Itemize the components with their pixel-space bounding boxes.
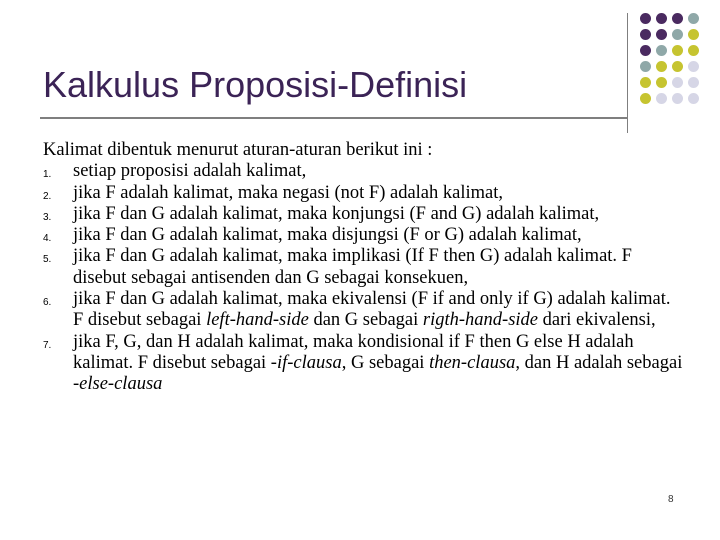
italic-term: left-hand-side: [206, 310, 309, 331]
decorative-dot: [672, 61, 683, 72]
list-text: jika F dan G adalah kalimat, maka ekivalensi (F if and only if G) adalah kalimat. F disebut sebagai: [73, 289, 671, 331]
list-text: jika F adalah kalimat, maka negasi (not F) adalah kalimat,: [73, 182, 503, 203]
decorative-dot: [688, 45, 699, 56]
slide-title: Kalkulus Proposisi-Definisi: [43, 64, 468, 105]
decorative-dot: [688, 61, 699, 72]
decorative-dot: [688, 77, 699, 88]
decorative-dot: [656, 45, 667, 56]
list-item: [43, 289, 683, 332]
decorative-dot: [672, 93, 683, 104]
decorative-dot: [656, 61, 667, 72]
page-number: 8: [668, 494, 674, 505]
list-number: 4.: [43, 233, 52, 245]
decorative-dot: [656, 77, 667, 88]
list-item: [43, 246, 683, 289]
list-number: 5.: [43, 254, 52, 266]
list-item: [43, 183, 683, 204]
decorative-dot: [640, 45, 651, 56]
list-text: dari ekivalensi,: [538, 310, 656, 331]
slide-body: [43, 140, 683, 396]
decorative-dot: [640, 61, 651, 72]
list-text: jika F, G, dan H adalah kalimat, maka kondisional if F then G else H adalah kalimat. F disebut sebagai -: [73, 331, 634, 373]
decorative-dot: [688, 13, 699, 24]
list-number: 1.: [43, 169, 52, 181]
rule-list: [43, 161, 683, 395]
decorative-dot: [640, 29, 651, 40]
list-number: 2.: [43, 190, 52, 202]
list-text: jika F dan G adalah kalimat, maka konjungsi (F and G) adalah kalimat,: [73, 203, 600, 224]
title-divider: [40, 117, 628, 119]
italic-term: then-clausa: [429, 352, 516, 373]
decorative-dot: [672, 45, 683, 56]
list-text: jika F dan G adalah kalimat, maka disjungsi (F or G) adalah kalimat,: [73, 225, 582, 246]
list-text: dan G sebagai: [308, 310, 423, 331]
list-item: [43, 204, 683, 225]
decorative-dot: [640, 77, 651, 88]
decorative-dot: [672, 29, 683, 40]
decorative-dot: [688, 93, 699, 104]
intro-text: Kalimat dibentuk menurut aturan-aturan berikut ini :: [43, 140, 433, 160]
decorative-dot: [656, 93, 667, 104]
decorative-dot: [656, 29, 667, 40]
italic-term: if-clausa: [276, 352, 342, 373]
list-number: 3.: [43, 211, 52, 223]
decorative-dot: [672, 13, 683, 24]
italic-term: rigth-hand-side: [422, 310, 538, 331]
vertical-divider: [627, 13, 628, 133]
decorative-dot: [656, 13, 667, 24]
decorative-dot: [640, 13, 651, 24]
decorative-dot: [640, 93, 651, 104]
list-text: setiap proposisi adalah kalimat,: [73, 161, 307, 182]
list-number: 7.: [43, 339, 52, 351]
list-item: [43, 332, 683, 396]
italic-term: else-clausa: [79, 374, 163, 395]
list-text: , dan H adalah sebagai -: [73, 352, 683, 395]
list-text: , G sebagai: [341, 352, 430, 373]
list-item: [43, 225, 683, 246]
list-item: [43, 161, 683, 182]
decorative-dot: [688, 29, 699, 40]
decorative-dot: [672, 77, 683, 88]
list-text: jika F dan G adalah kalimat, maka implikasi (If F then G) adalah kalimat. F disebut sebagai antisenden dan G sebagai konsekuen,: [73, 246, 632, 288]
list-number: 6.: [43, 297, 52, 309]
